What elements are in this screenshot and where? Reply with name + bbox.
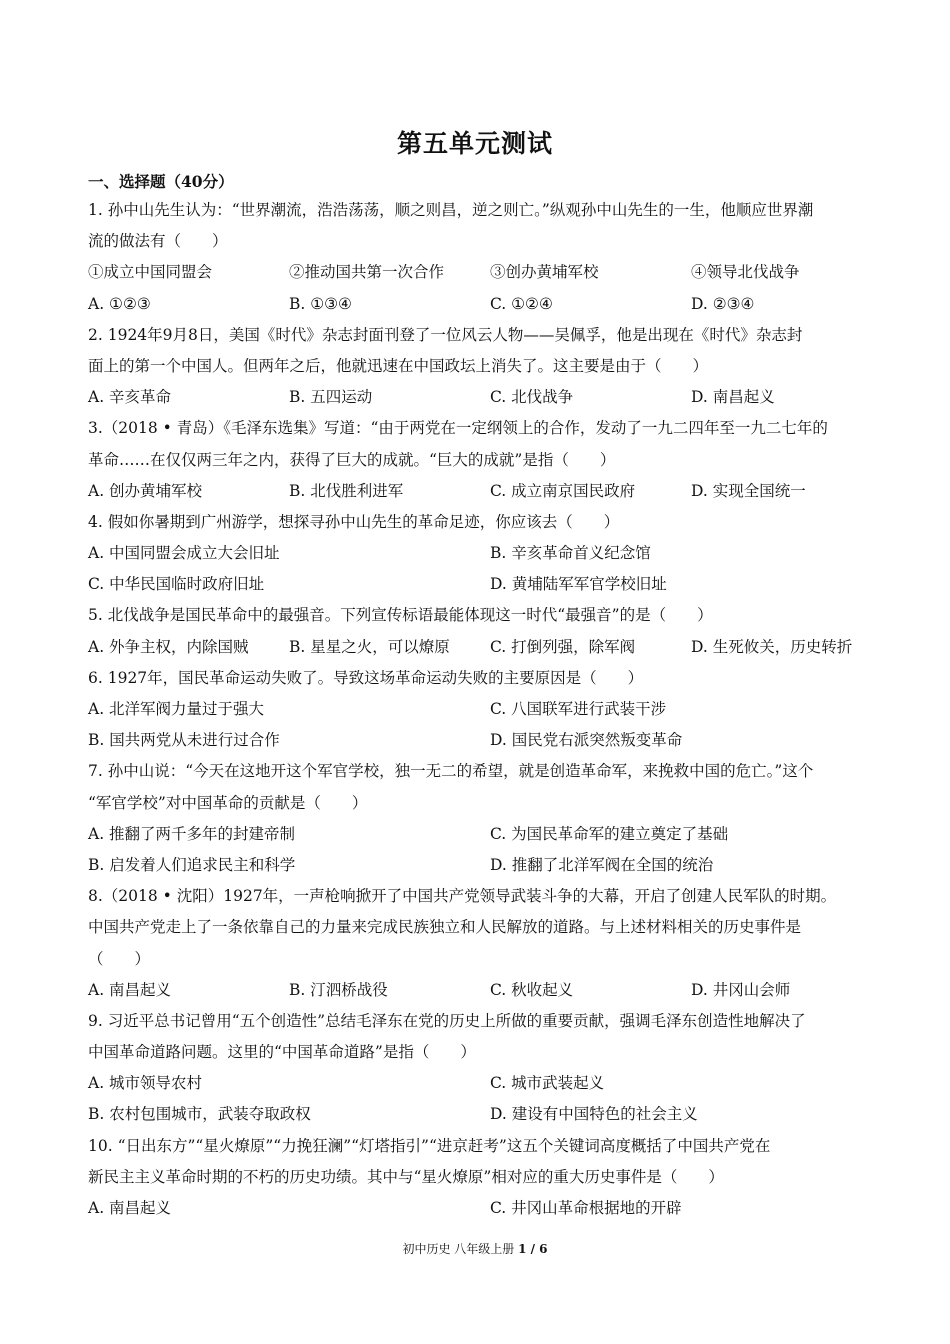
question-text: 面上的第一个中国人。但两年之后，他就迅速在中国政坛上消失了。这主要是由于（ ） <box>88 356 709 375</box>
option: D. 国民党右派突然叛变革命 <box>490 731 683 750</box>
option: C. 井冈山革命根据地的开辟 <box>490 1199 682 1217</box>
option-list <box>88 1068 868 1099</box>
question-text: 10. “日出东方”“星火燎原”“力挽狂澜”“灯塔指引”“进京赶考”这五个关键词高度概括了中国共产党在 <box>88 1136 771 1155</box>
question <box>88 881 868 1006</box>
statement-item: ②推动国共第一次合作 <box>289 263 445 282</box>
option: C. 打倒列强，除军阀 <box>490 637 636 656</box>
option: D. 黄埔陆军军官学校旧址 <box>490 575 667 594</box>
question-text: 4. 假如你暑期到广州游学，想探寻孙中山先生的革命足迹，你应该去（ ） <box>88 512 620 531</box>
question <box>88 663 868 757</box>
option-list <box>88 1193 868 1224</box>
option: C. ①②④ <box>490 294 553 313</box>
question-text: 5. 北伐战争是国民革命中的最强音。下列宣传标语最能体现这一时代“最强音”的是（ ） <box>88 606 713 625</box>
option-list <box>88 694 868 725</box>
option: C. 为国民革命军的建立奠定了基础 <box>490 824 729 843</box>
option-list <box>88 569 868 600</box>
option: D. 井冈山会师 <box>691 980 791 999</box>
question-text: 9. 习近平总书记曾用“五个创造性”总结毛泽东在党的历史上所做的重要贡献，强调毛泽东创造性地解决了 <box>88 1011 806 1030</box>
question-text: 6. 1927年，国民革命运动失败了。导致这场革命运动失败的主要原因是（ ） <box>88 668 644 687</box>
question-text: 流的做法有（ ） <box>88 232 228 251</box>
question <box>88 320 868 414</box>
option: C. 成立南京国民政府 <box>490 481 636 500</box>
page-footer <box>0 1240 950 1257</box>
option: C. 中华民国临时政府旧址 <box>88 575 265 594</box>
option-list <box>88 850 868 881</box>
option-list <box>88 1099 868 1130</box>
option: D. 建设有中国特色的社会主义 <box>490 1105 698 1124</box>
question-text: 3.（2018 • 青岛）《毛泽东选集》写道：“由于两党在一定纲领上的合作，发动了一九二四年至一九二七年的 <box>88 419 828 438</box>
option-list <box>88 476 868 507</box>
option: D. 南昌起义 <box>691 388 775 407</box>
option: B. 启发着人们追求民主和科学 <box>88 855 296 874</box>
statement-item: ③创办黄埔军校 <box>490 263 599 282</box>
option: D. 实现全国统一 <box>691 481 806 500</box>
statement-item: ①成立中国同盟会 <box>88 263 213 282</box>
option: A. 南昌起义 <box>88 1199 172 1217</box>
option: A. 南昌起义 <box>88 980 172 999</box>
option-list <box>88 289 868 320</box>
option: B. 辛亥革命首义纪念馆 <box>490 544 651 563</box>
option: B. 农村包围城市，武装夺取政权 <box>88 1105 311 1124</box>
footer-label: 初中历史 八年级上册 <box>402 1242 519 1256</box>
option-list <box>88 725 868 756</box>
question-text: 2. 1924年9月8日，美国《时代》杂志封面刊登了一位风云人物——吴佩孚，他是出现在《时代》杂志封 <box>88 325 803 344</box>
question-text: 中国革命道路问题。这里的“中国革命道路”是指（ ） <box>88 1043 476 1062</box>
question <box>88 507 868 601</box>
page-title: 第五单元测试 <box>396 129 553 158</box>
option: A. ①②③ <box>88 294 151 313</box>
option: C. 八国联军进行武装干涉 <box>490 700 667 718</box>
question <box>88 413 868 507</box>
statement-item: ④领导北伐战争 <box>691 263 800 282</box>
option-list <box>88 975 868 1006</box>
option-list <box>88 538 868 569</box>
option: B. ①③④ <box>289 294 352 313</box>
option-list <box>88 632 868 663</box>
question-text: 8.（2018 • 沈阳）1927年，一声枪响掀开了中国共产党领导武装斗争的大幕，开启了创建人民军队的时期。 <box>88 887 837 906</box>
option: B. 五四运动 <box>289 388 373 407</box>
section-heading: 一、选择题（40分） <box>88 172 234 191</box>
question-text: （ ） <box>88 949 151 968</box>
option: C. 秋收起义 <box>490 980 574 999</box>
option: C. 城市武装起义 <box>490 1074 605 1093</box>
question-text: 7. 孙中山说：“今天在这地开这个军官学校，独一无二的希望，就是创造革命军，来挽救中国的危亡。”这个 <box>88 762 814 781</box>
statement-list <box>88 257 868 288</box>
question <box>88 600 868 662</box>
option: D. ②③④ <box>691 294 755 313</box>
question-text: 1. 孙中山先生认为：“世界潮流，浩浩荡荡，顺之则昌，逆之则亡。”纵观孙中山先生的一生，他顺应世界潮 <box>88 201 814 219</box>
option-list <box>88 819 868 850</box>
question <box>88 1006 868 1131</box>
question <box>88 195 868 320</box>
option-list <box>88 382 868 413</box>
question-text: “军官学校”对中国革命的贡献是（ ） <box>88 793 368 812</box>
page-number: 1 / 6 <box>518 1242 548 1256</box>
question <box>88 1131 868 1225</box>
option: C. 北伐战争 <box>490 388 574 407</box>
option: B. 北伐胜利进军 <box>289 481 404 500</box>
option: A. 中国同盟会成立大会旧址 <box>88 544 280 563</box>
option: D. 生死攸关，历史转折 <box>691 637 853 656</box>
question-text: 中国共产党走上了一条依靠自己的力量来完成民族独立和人民解放的道路。与上述材料相关的历史事件是 <box>88 918 802 937</box>
option: D. 推翻了北洋军阀在全国的统治 <box>490 855 714 874</box>
option: A. 北洋军阀力量过于强大 <box>88 700 265 718</box>
option: B. 国共两党从未进行过合作 <box>88 731 280 750</box>
question <box>88 756 868 881</box>
option: A. 外争主权，内除国贼 <box>88 637 249 656</box>
option: A. 辛亥革命 <box>88 388 172 407</box>
option: B. 星星之火，可以燎原 <box>289 637 450 656</box>
option: A. 推翻了两千多年的封建帝制 <box>88 824 296 843</box>
question-text: 革命……在仅仅两三年之内，获得了巨大的成就。“巨大的成就”是指（ ） <box>88 450 616 469</box>
question-text: 新民主主义革命时期的不朽的历史功绩。其中与“星火燎原”相对应的重大历史事件是（ ） <box>88 1167 724 1186</box>
option: A. 创办黄埔军校 <box>88 481 203 500</box>
option: A. 城市领导农村 <box>88 1074 203 1093</box>
option: B. 汀泗桥战役 <box>289 980 388 999</box>
question-list <box>88 195 868 1224</box>
